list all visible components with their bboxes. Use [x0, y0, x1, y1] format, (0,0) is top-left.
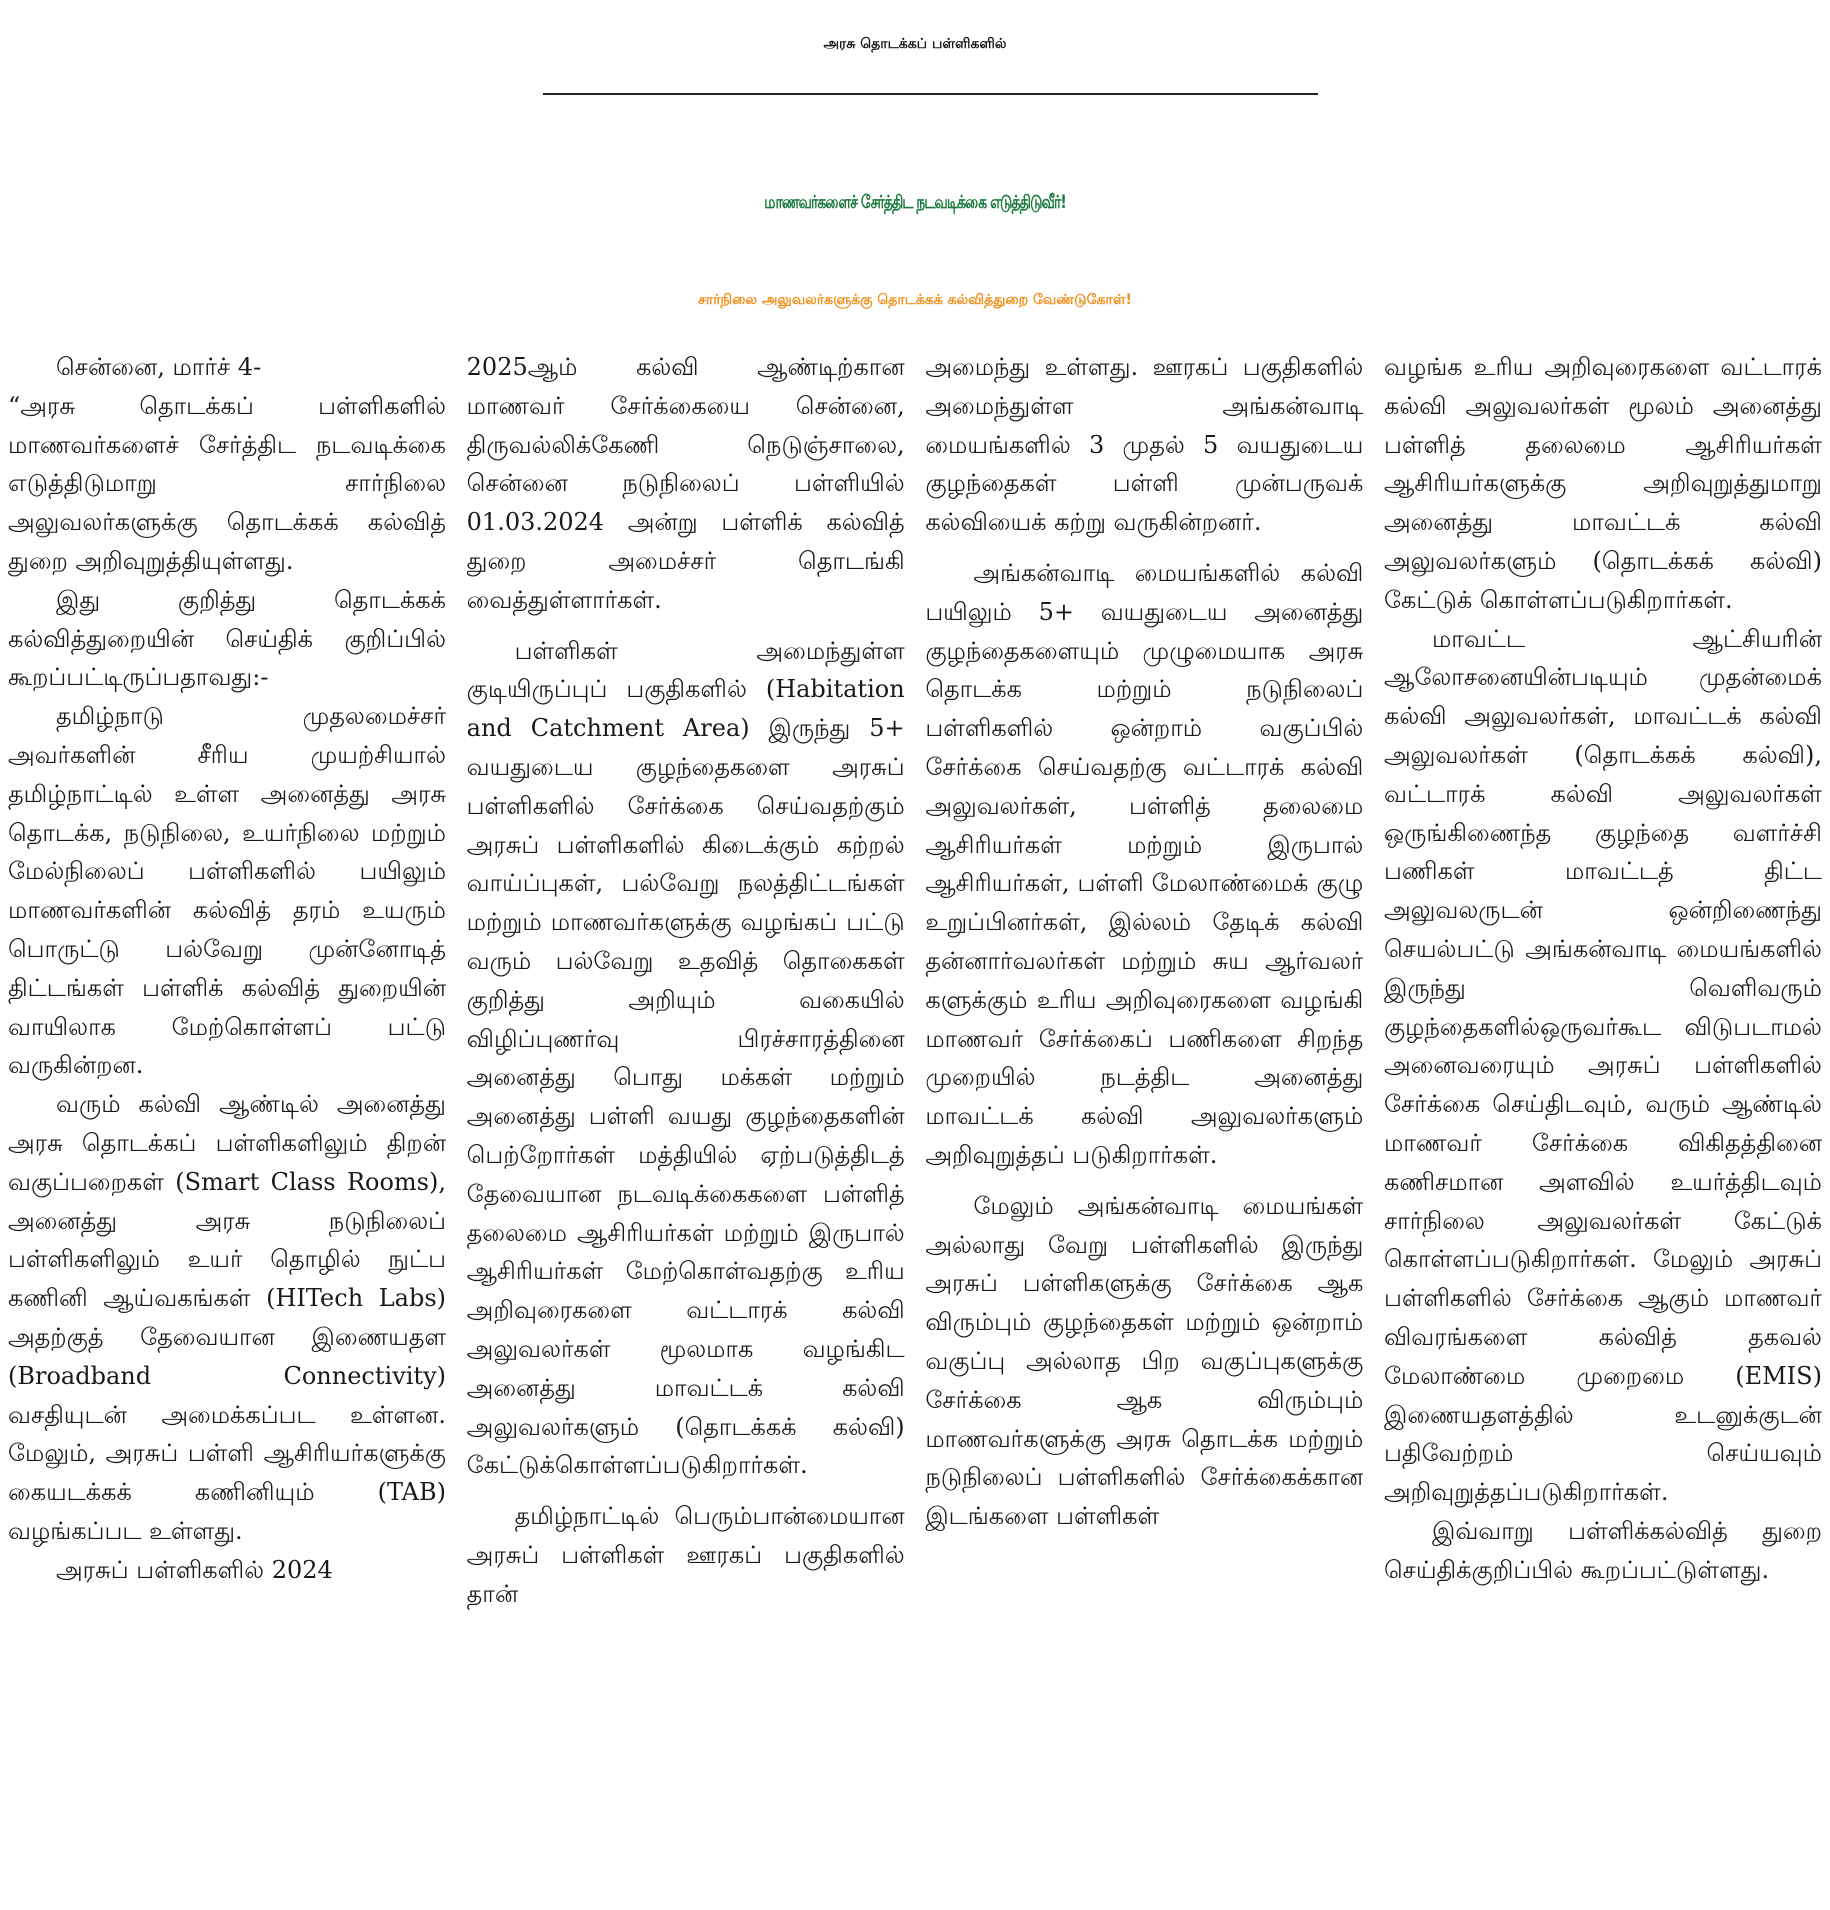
paragraph: தமிழ்நாடு முதலமைச்சர் அவர்களின் சீரிய முயற்சியால் தமிழ்நாட்டில் உள்ள அனைத்து அரசு தொடக்க, நடுநிலை, உயர்நிலை மற்றும் மேல்நிலைப் பள்ளிகளில் பயிலும் மாணவர்களின் கல்வித் தரம் உயரும் பொருட்டு பல்வேறு முன்னோடித் திட்டங்கள் பள்ளிக் கல்வித் துறையின் வாயிலாக மேற்கொள்ளப் பட்டு வருகின்றன. [8, 702, 446, 1080]
paragraph: வழங்க உரிய அறிவுரைகளை வட்டாரக் கல்வி அலுவலர்கள் மூலம் அனைத்து பள்ளித் தலைமை ஆசிரியர்கள் ஆசிரியர்களுக்கு அறிவுறுத்துமாறு அனைத்து மாவட்டக் கல்வி அலுவலர்களும் (தொடக்கக் கல்வி) கேட்டுக் கொள்ளப்படுகிறார்கள். [1383, 353, 1822, 614]
paragraph: இது குறித்து தொடக்கக் கல்வித்துறையின் செய்திக் குறிப்பில் கூறப்பட்டிருப்பதாவது:- [8, 585, 446, 692]
paragraph: பள்ளிகள் அமைந்துள்ள குடியிருப்புப் பகுதிகளில் (Habitation and Catchment Area) இருந்து 5+ வயதுடைய குழந்தைகளை அரசுப் பள்ளிகளில் சேர்க்கை செய்வதற்கும் அரசுப் பள்ளிகளில் கிடைக்கும் கற்றல் வாய்ப்புகள், பல்வேறு நலத்திட்டங்கள் மற்றும் மாணவர்களுக்கு வழங்கப் பட்டு வரும் பல்வேறு உதவித் தொகைகள் குறித்து அறியும் வகையில் விழிப்புணர்வு பிரச்சாரத்தினை அனைத்து பொது மக்கள் மற்றும் அனைத்து பள்ளி வயது குழந்தைகளின் பெற்றோர்கள் மத்தியில் ஏற்படுத்திடத் தேவையான நடவடிக்கைகளை பள்ளித் தலைமை ஆசிரியர்கள் மற்றும் இருபால் ஆசிரியர்கள் மேற்கொள்வதற்கு உரிய அறிவுரைகளை வட்டாரக் கல்வி அலுவலர்கள் மூலமாக வழங்கிட அனைத்து மாவட்டக் கல்வி அலுவலர்களும் (தொடக்கக் கல்வி) கேட்டுக்கொள்ளப்படுகிறார்கள். [466, 636, 905, 1480]
kicker-underline [543, 93, 1318, 95]
article-column-2 [467, 348, 905, 1900]
paragraph: அமைந்து உள்ளது. ஊரகப் பகுதிகளில் அமைந்துள்ள அங்கன்வாடி மையங்களில் 3 முதல் 5 வயதுடைய குழந்தைகள் பள்ளி முன்பருவக் கல்வியைக் கற்று வருகின்றனர். [925, 353, 1364, 537]
paragraph: 2025ஆம் கல்வி ஆண்டிற்கான மாணவர் சேர்க்கையை சென்னை, திருவல்லிக்கேணி நெடுஞ்சாலை, சென்னை நடுநிலைப் பள்ளியில் 01.03.2024 அன்று பள்ளிக் கல்வித் துறை அமைச்சர் தொடங்கி வைத்துள்ளார்கள். [466, 353, 905, 614]
headline: மாணவர்களைச் சேர்த்திட நடவடிக்கை எடுத்திடுவீர்! [764, 192, 1066, 214]
paragraph: மாவட்ட ஆட்சியரின் ஆலோசனையின்படியும் முதன்மைக் கல்வி அலுவலர்கள், மாவட்டக் கல்வி அலுவலர்கள் (தொடக்கக் கல்வி), வட்டாரக் கல்வி அலுவலர்கள் ஒருங்கிணைந்த குழந்தை வளர்ச்சி பணிகள் மாவட்டத் திட்ட அலுவலருடன் ஒன்றிணைந்து செயல்பட்டு அங்கன்வாடி மையங்களில் இருந்து வெளிவரும் குழந்தைகளில்ஒருவர்கூட விடுபடாமல் அனைவரையும் அரசுப் பள்ளிகளில் சேர்க்கை செய்திடவும், வரும் ஆண்டில் மாணவர் சேர்க்கை விகிதத்தினை கணிசமான அளவில் உயர்த்திடவும் சார்நிலை அலுவலர்கள் கேட்டுக் கொள்ளப்படுகிறார்கள். மேலும் அரசுப் பள்ளிகளில் சேர்க்கை ஆகும் மாணவர் விவரங்களை கல்வித் தகவல் மேலாண்மை முறைமை (EMIS) இணையதளத்தில் உடனுக்குடன் பதிவேற்றம் செய்யவும் அறிவுறுத்தப்படுகிறார்கள். [1383, 624, 1822, 1507]
subheadline: சார்நிலை அலுவலர்களுக்கு தொடக்கக் கல்வித்துறை வேண்டுகோள்! [698, 292, 1132, 308]
kicker-heading: அரசு தொடக்கப் பள்ளிகளில் [823, 36, 1007, 52]
article-column-1 [8, 348, 446, 1900]
paragraph: அரசுப் பள்ளிகளில் 2024 [56, 1555, 333, 1584]
article-column-4 [1384, 348, 1822, 1900]
paragraph: “அரசு தொடக்கப் பள்ளிகளில் மாணவர்களைச் சேர்த்திட நடவடிக்கை எடுத்திடுமாறு சார்நிலை அலுவலர்களுக்கு தொடக்கக் கல்வித் துறை அறிவுறுத்தியுள்ளது. [8, 391, 446, 575]
article-body [8, 348, 1822, 1900]
paragraph: தமிழ்நாட்டில் பெரும்பான்மையான அரசுப் பள்ளிகள் ஊரகப் பகுதிகளில் தான் [466, 1502, 905, 1608]
paragraph: மேலும் அங்கன்வாடி மையங்கள் அல்லாது வேறு பள்ளிகளில் இருந்து அரசுப் பள்ளிகளுக்கு சேர்க்கை ஆக விரும்பும் குழந்தைகள் மற்றும் ஒன்றாம் வகுப்பு அல்லாத பிற வகுப்புகளுக்கு சேர்க்கை ஆக விரும்பும் மாணவர்களுக்கு அரசு தொடக்க மற்றும் நடுநிலைப் பள்ளிகளில் சேர்க்கைக்கான இடங்களை பள்ளிகள் [925, 1191, 1364, 1531]
article-column-3 [925, 348, 1363, 1900]
paragraph: வரும் கல்வி ஆண்டில் அனைத்து அரசு தொடக்கப் பள்ளிகளிலும் திறன் வகுப்பறைகள் (Smart Class Rooms), அனைத்து அரசு நடுநிலைப் பள்ளிகளிலும் உயர் தொழில் நுட்ப கணினி ஆய்வகங்கள் (HITech Labs) அதற்குத் தேவையான இணையதள (Broadband Connectivity) வசதியுடன் அமைக்கப்பட உள்ளன. மேலும், அரசுப் பள்ளி ஆசிரியர்களுக்கு கையடக்கக் கணினியும் (TAB) வழங்கப்பட உள்ளது. [8, 1090, 446, 1545]
paragraph: அங்கன்வாடி மையங்களில் கல்வி பயிலும் 5+ வயதுடைய அனைத்து குழந்தைகளையும் முழுமையாக அரசு தொடக்க மற்றும் நடுநிலைப் பள்ளிகளில் ஒன்றாம் வகுப்பில் சேர்க்கை செய்வதற்கு வட்டாரக் கல்வி அலுவலர்கள், பள்ளித் தலைமை ஆசிரியர்கள் மற்றும் இருபால் ஆசிரியர்கள், பள்ளி மேலாண்மைக் குழு உறுப்பினர்கள், இல்லம் தேடிக் கல்வி தன்னார்வலர்கள் மற்றும் சுய ஆர்வலர் களுக்கும் உரிய அறிவுரைகளை வழங்கி மாணவர் சேர்க்கைப் பணிகளை சிறந்த முறையில் நடத்திட அனைத்து மாவட்டக் கல்வி அலுவலர்களும் அறிவுறுத்தப் படுகிறார்கள். [925, 558, 1364, 1169]
dateline: சென்னை, மார்ச் 4- [56, 353, 262, 381]
paragraph: இவ்வாறு பள்ளிக்கல்வித் துறை செய்திக்குறிப்பில் கூறப்பட்டுள்ளது. [1383, 1516, 1822, 1584]
